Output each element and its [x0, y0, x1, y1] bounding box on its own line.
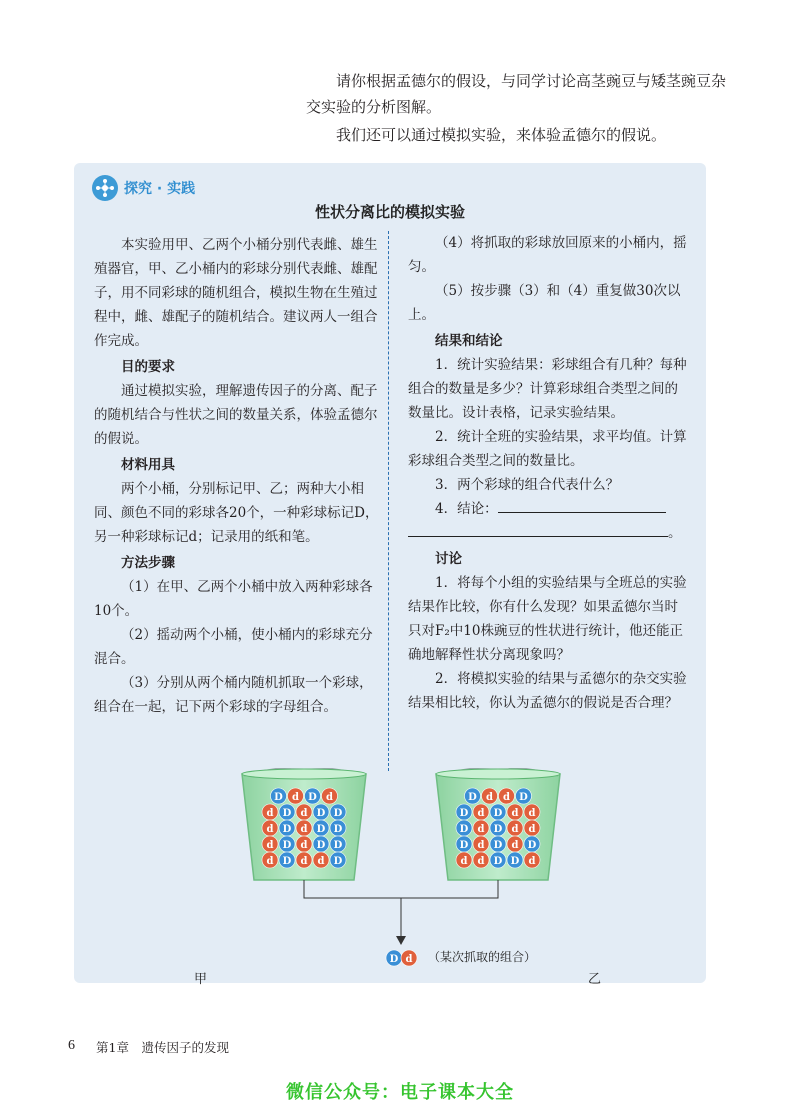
ball-d [473, 820, 489, 836]
page-number: 6 [68, 1038, 75, 1053]
svg-text:d: d [477, 840, 485, 851]
experiment-title: 性状分离比的模拟实验 [314, 203, 465, 221]
ball-d [262, 804, 278, 820]
drawn-combination [386, 950, 417, 966]
svg-text:d: d [300, 808, 308, 819]
goal-text: 通过模拟实验，理解遗传因子的分离、配子的随机结合与性状之间的数量关系，体验孟德尔的假说。 [94, 383, 378, 447]
svg-text:D: D [459, 808, 469, 819]
svg-text:D: D [274, 792, 283, 803]
ball-d [313, 852, 329, 868]
svg-text:D: D [282, 856, 292, 867]
svg-text:d: d [477, 856, 485, 867]
step-4: （4）将抓取的彩球放回原来的小桶内，摇匀。 [408, 235, 687, 275]
svg-text:d: d [503, 792, 510, 803]
ball-d [262, 820, 278, 836]
conclusion-blank-line [408, 521, 690, 545]
ball-d [262, 836, 278, 852]
svg-text:D: D [468, 792, 477, 803]
svg-text:D: D [493, 824, 503, 835]
ball-d [482, 788, 498, 804]
ball-D [490, 804, 506, 820]
ball-d [507, 804, 523, 820]
ball-d [322, 788, 338, 804]
svg-text:d: d [266, 824, 274, 835]
ball-d [507, 820, 523, 836]
svg-text:d: d [292, 792, 299, 803]
ball-d [524, 820, 540, 836]
svg-text:d: d [528, 808, 536, 819]
svg-text:d: d [266, 808, 274, 819]
svg-text:d: d [326, 792, 333, 803]
ball-D [313, 836, 329, 852]
ball-D [330, 852, 346, 868]
ball-D [313, 804, 329, 820]
conclusion-end: 。 [668, 525, 682, 541]
svg-text:D: D [308, 792, 317, 803]
svg-text:D: D [316, 824, 326, 835]
svg-text:D: D [282, 840, 292, 851]
experiment-intro: 本实验用甲、乙两个小桶分别代表雌、雄生殖器官，甲、乙小桶内的彩球分别代表雌、雄配子，用不同彩球的随机组合，模拟生物在生殖过程中，雌、雄配子的随机结合。建议两人一组合作完成。 [94, 237, 378, 349]
ball-d [296, 820, 312, 836]
svg-text:d: d [528, 856, 536, 867]
materials-text: 两个小桶，分别标记甲、乙；两种大小相同、颜色不同的彩球各20个，一种彩球标记D，另一种彩球标记d；记录用的纸和笔。 [94, 481, 379, 545]
right-column [408, 231, 690, 715]
ball-D [330, 804, 346, 820]
ball-D [456, 836, 472, 852]
svg-text:D: D [510, 856, 520, 867]
ball-d [473, 836, 489, 852]
svg-text:d: d [511, 808, 519, 819]
result-2: 2．统计全班的实验结果，求平均值。计算彩球组合类型之间的数量比。 [408, 429, 687, 469]
ball-d [401, 950, 417, 966]
result-1: 1．统计实验结果：彩球组合有几种？每种组合的数量是多少？计算彩球组合类型之间的数量比。设计表格，记录实验结果。 [408, 357, 687, 421]
ball-d [524, 804, 540, 820]
svg-text:d: d [300, 824, 308, 835]
ball-d [262, 852, 278, 868]
ball-D [456, 804, 472, 820]
bucket-label-yi: 乙 [588, 972, 602, 987]
svg-text:D: D [493, 840, 503, 851]
svg-text:d: d [486, 792, 493, 803]
heading-discussion: 讨论 [435, 551, 462, 567]
svg-text:d: d [405, 954, 413, 965]
ball-d [296, 836, 312, 852]
svg-text:d: d [460, 856, 468, 867]
heading-goal: 目的要求 [121, 359, 175, 375]
combination-caption: （某次抓取的组合） [428, 950, 537, 964]
svg-text:D: D [333, 824, 343, 835]
ball-D [490, 820, 506, 836]
discussion-1: 1．将每个小组的实验结果与全班总的实验结果作比较，你有什么发现？如果孟德尔当时只对F₂中10株豌豆的性状进行统计，他还能正确地解释性状分离现象吗？ [408, 575, 687, 663]
ball-d [473, 852, 489, 868]
svg-text:D: D [316, 808, 326, 819]
ball-d [473, 804, 489, 820]
diagram-graphic [74, 768, 706, 983]
svg-text:d: d [300, 840, 308, 851]
ball-D [279, 852, 295, 868]
svg-text:D: D [459, 824, 469, 835]
ball-D [279, 804, 295, 820]
ball-D [313, 820, 329, 836]
ball-D [507, 852, 523, 868]
step-3: （3）分别从两个桶内随机抓取一个彩球，组合在一起，记下两个彩球的字母组合。 [94, 675, 373, 715]
svg-text:D: D [459, 840, 469, 851]
svg-text:d: d [266, 840, 274, 851]
connector-line [304, 880, 498, 898]
bucket-rim [436, 769, 560, 779]
ball-D [524, 836, 540, 852]
discussion-2: 2．将模拟实验的结果与孟德尔的杂交实验结果相比较，你认为孟德尔的假说是否合理？ [408, 671, 687, 711]
ball-D [490, 836, 506, 852]
svg-text:D: D [316, 840, 326, 851]
intro-paragraph-1: 请你根据孟德尔的假设，与同学讨论高茎豌豆与矮茎豌豆杂交实验的分析图解。 [306, 72, 727, 116]
ball-D [279, 820, 295, 836]
result-3: 3．两个彩球的组合代表什么？ [435, 477, 620, 493]
svg-text:d: d [511, 840, 519, 851]
step-2: （2）摇动两个小桶，使小桶内的彩球充分混合。 [94, 627, 373, 667]
result-4 [408, 497, 690, 521]
left-column [94, 233, 384, 719]
svg-text:d: d [477, 824, 485, 835]
ball-d [456, 852, 472, 868]
section-tag [92, 175, 195, 201]
svg-text:d: d [511, 824, 519, 835]
ball-D [386, 950, 402, 966]
svg-text:D: D [519, 792, 528, 803]
svg-text:D: D [493, 808, 503, 819]
bucket-label-jia: 甲 [194, 972, 208, 987]
ball-D [465, 788, 481, 804]
svg-text:d: d [300, 856, 308, 867]
svg-text:d: d [317, 856, 325, 867]
bucket-rim [242, 769, 366, 779]
ball-d [288, 788, 304, 804]
molecule-icon [92, 175, 118, 201]
ball-D [516, 788, 532, 804]
bucket-diagram [74, 768, 706, 987]
step-1: （1）在甲、乙两个小桶中放入两种彩球各10个。 [94, 579, 373, 619]
svg-text:D: D [282, 824, 292, 835]
svg-text:D: D [493, 856, 503, 867]
result-4-label: 4．结论： [435, 501, 498, 517]
experiment-box [74, 163, 706, 987]
conclusion-blank [498, 497, 666, 513]
ball-D [330, 836, 346, 852]
svg-text:D: D [333, 856, 343, 867]
ball-d [296, 852, 312, 868]
section-tag-label: 探究 · 实践 [124, 181, 196, 197]
svg-text:D: D [333, 840, 343, 851]
intro-paragraph-2: 我们还可以通过模拟实验，来体验孟德尔的假说。 [336, 126, 667, 144]
ball-d [499, 788, 515, 804]
svg-text:d: d [528, 824, 536, 835]
intro-text [306, 68, 726, 148]
svg-text:D: D [333, 808, 343, 819]
ball-d [296, 804, 312, 820]
ball-d [524, 852, 540, 868]
ball-D [305, 788, 321, 804]
heading-steps: 方法步骤 [121, 555, 175, 571]
svg-text:D: D [527, 840, 537, 851]
ball-D [490, 852, 506, 868]
svg-text:d: d [477, 808, 485, 819]
svg-text:D: D [282, 808, 292, 819]
ball-D [330, 820, 346, 836]
ball-D [456, 820, 472, 836]
ball-D [271, 788, 287, 804]
column-divider [388, 231, 389, 771]
chapter-title: 第1章 遗传因子的发现 [96, 1040, 229, 1055]
heading-results: 结果和结论 [435, 333, 503, 349]
wechat-watermark: 微信公众号：电子课本大全 [286, 1082, 514, 1103]
ball-d [507, 836, 523, 852]
heading-materials: 材料用具 [121, 457, 175, 473]
svg-text:D: D [389, 954, 399, 965]
ball-D [279, 836, 295, 852]
svg-text:d: d [266, 856, 274, 867]
arrow-head [396, 936, 406, 945]
step-5: （5）按步骤（3）和（4）重复做30次以上。 [408, 283, 681, 323]
